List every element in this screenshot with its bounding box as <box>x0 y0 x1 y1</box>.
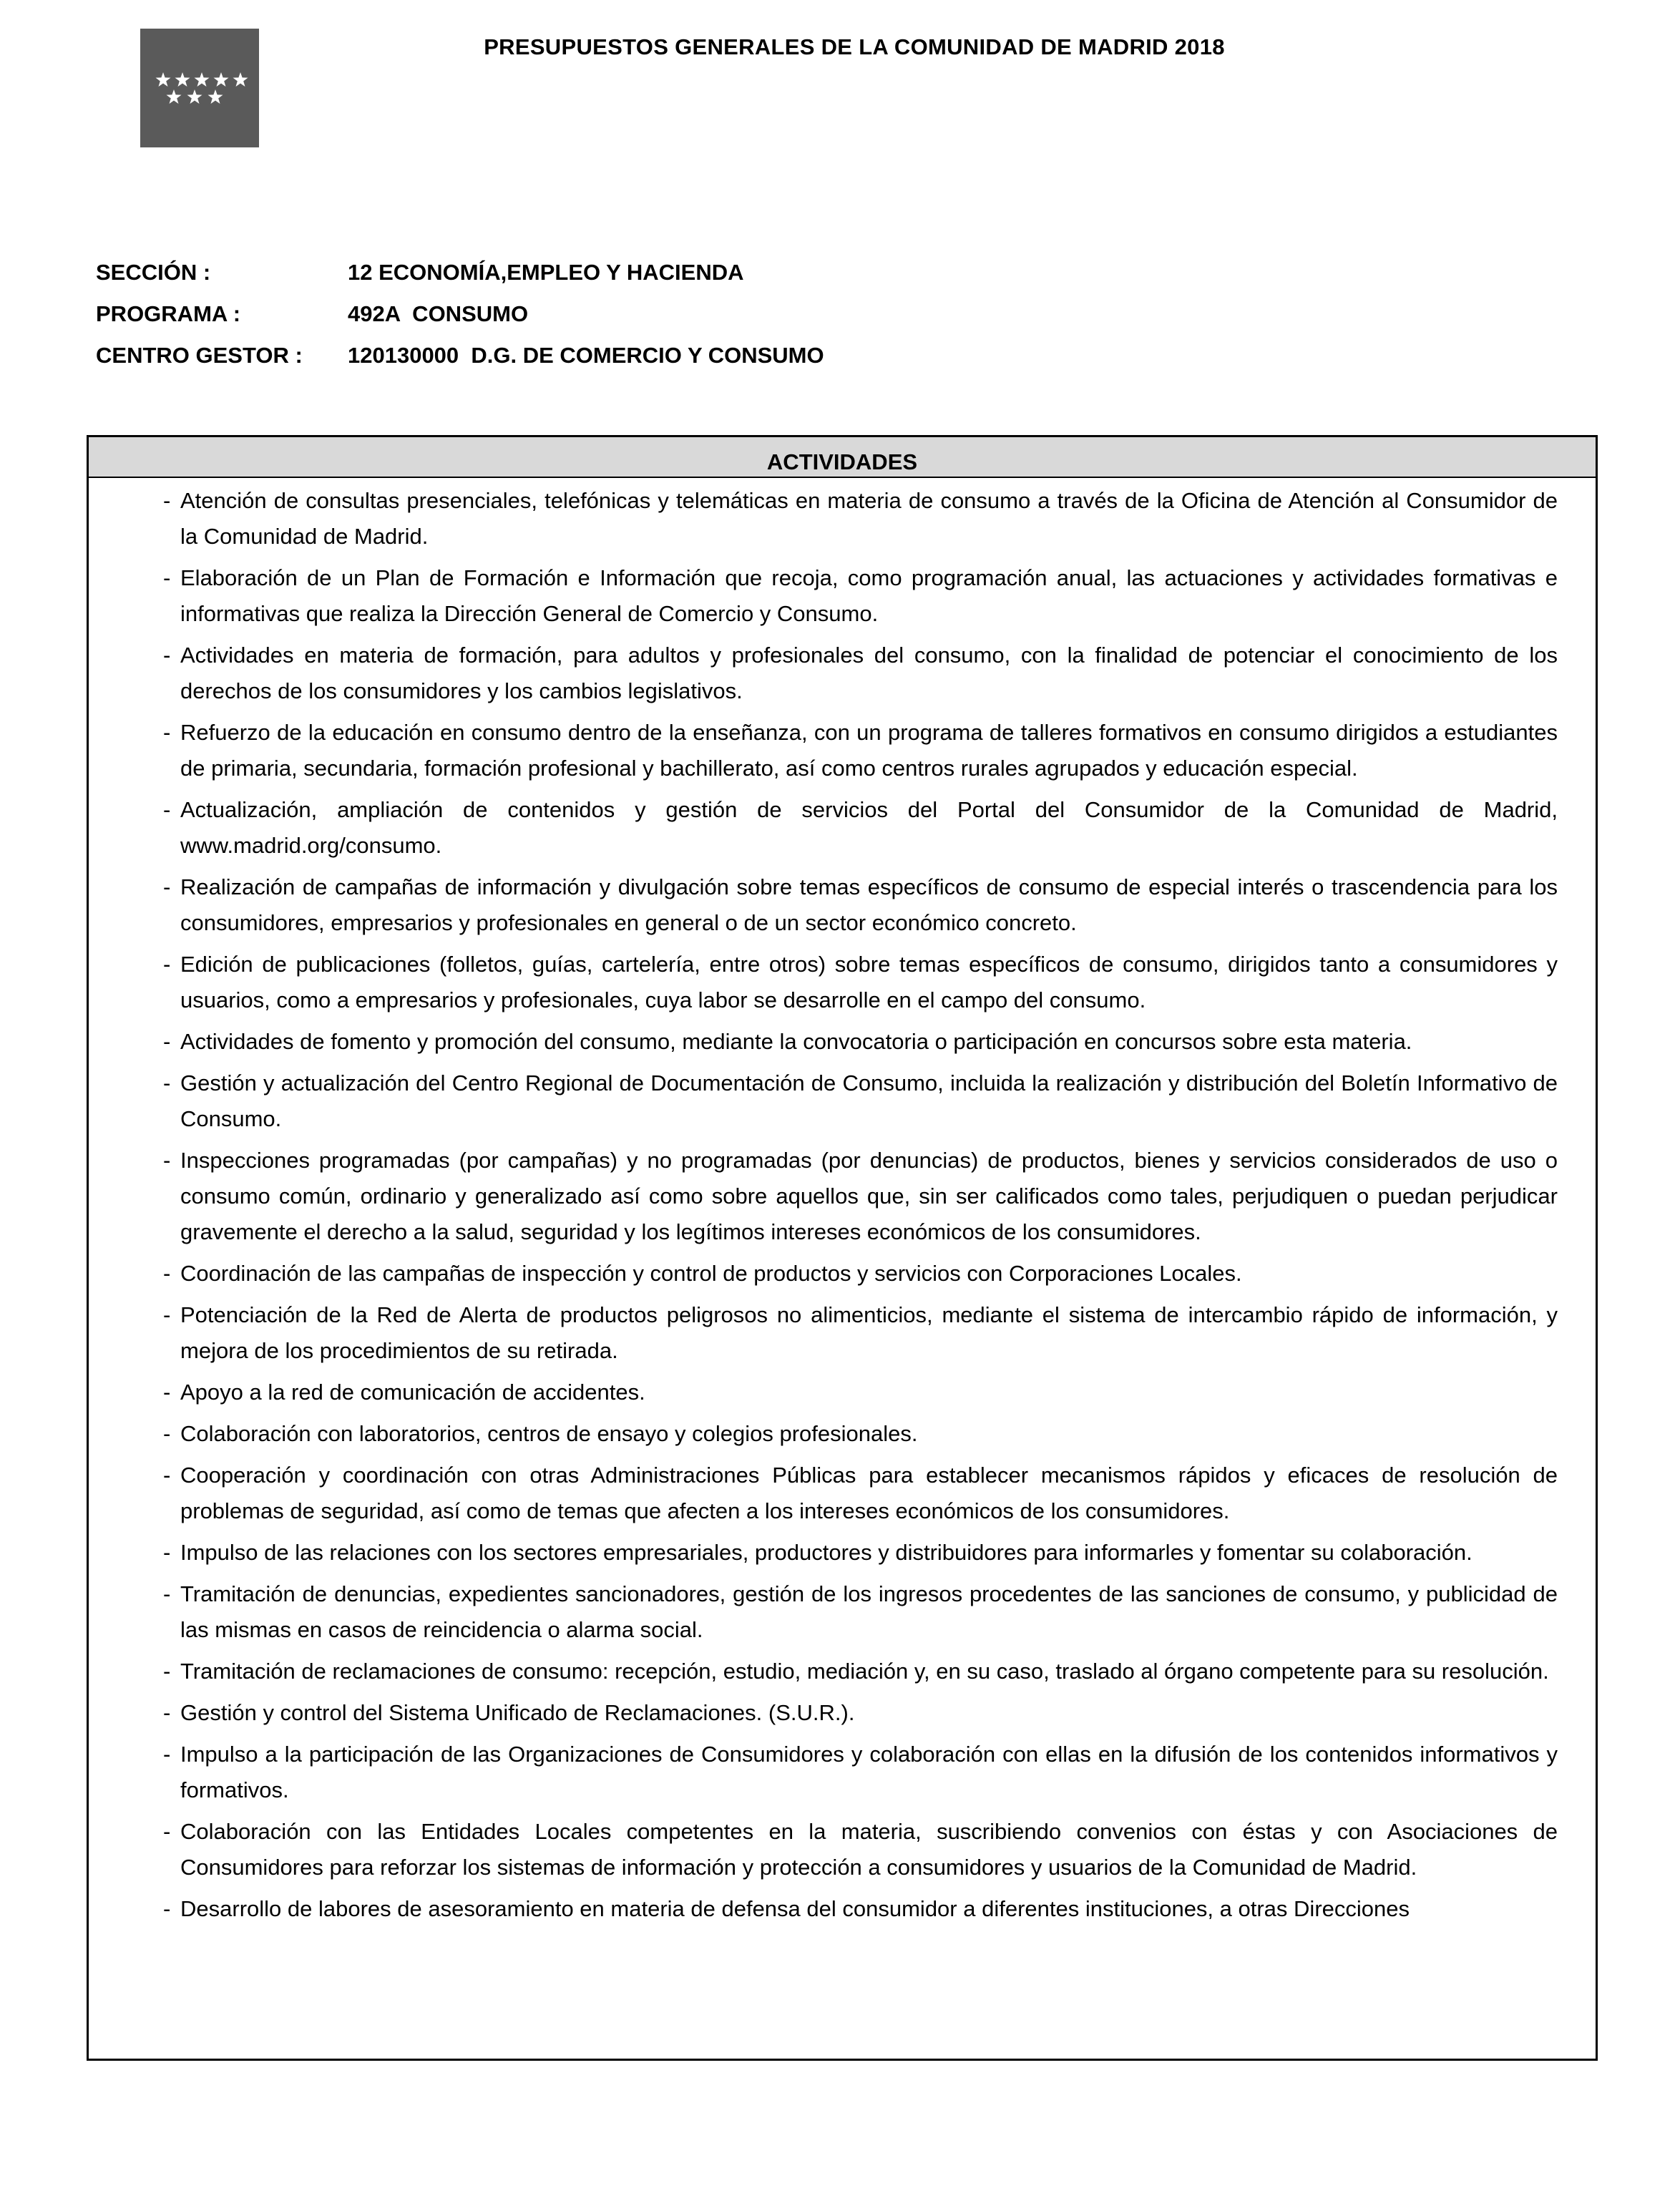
actividad-item: - Elaboración de un Plan de Formación e Información que recoja, como programación anual, las actuaciones y actividades formativas e informativas que realiza la Dirección General de Comercio y Consumo. <box>180 560 1558 632</box>
programa-value: 492A CONSUMO <box>348 301 529 326</box>
programa-row <box>96 293 824 335</box>
actividad-item: - Actividades en materia de formación, para adultos y profesionales del consumo, con la finalidad de potenciar el conocimiento de los derechos de los consumidores y los cambios legislativos. <box>180 638 1558 709</box>
actividad-item: - Realización de campañas de información y divulgación sobre temas específicos de consumo de especial interés o trascendencia para los consumidores, empresarios y profesionales en general o de un sector económico concreto. <box>180 869 1558 941</box>
actividad-item: - Apoyo a la red de comunicación de accidentes. <box>180 1375 1558 1410</box>
centro-gestor-value: 120130000 D.G. DE COMERCIO Y CONSUMO <box>348 343 824 368</box>
seccion-label: SECCIÓN : <box>96 260 211 285</box>
actividades-header: ACTIVIDADES <box>89 437 1596 478</box>
seccion-row <box>96 252 824 293</box>
actividad-item: - Impulso a la participación de las Organizaciones de Consumidores y colaboración con ellas en la difusión de los contenidos informativos y formativos. <box>180 1737 1558 1808</box>
actividades-list <box>89 483 1596 1927</box>
actividad-item: - Inspecciones programadas (por campañas) y no programadas (por denuncias) de productos, bienes y servicios considerados de uso o consumo común, ordinario y generalizado así como sobre aquellos que, sin ser calificados como tales, perjudiquen o puedan perjudicar gravemente el derecho a la salud, seguridad y los legítimos intereses económicos de los consumidores. <box>180 1143 1558 1250</box>
actividad-item: - Coordinación de las campañas de inspección y control de productos y servicios con Corporaciones Locales. <box>180 1256 1558 1292</box>
document-title-text: PRESUPUESTOS GENERALES DE LA COMUNIDAD DE MADRID 2018 <box>484 34 1225 59</box>
actividades-box <box>87 435 1598 2061</box>
budget-meta <box>96 252 824 376</box>
actividad-item: - Desarrollo de labores de asesoramiento en materia de defensa del consumidor a diferentes instituciones, a otras Direcciones <box>180 1891 1558 1927</box>
actividad-item: - Gestión y control del Sistema Unificado de Reclamaciones. (S.U.R.). <box>180 1695 1558 1731</box>
actividad-item: - Tramitación de reclamaciones de consumo: recepción, estudio, mediación y, en su caso, traslado al órgano competente para su resolución. <box>180 1654 1558 1689</box>
actividad-item: - Colaboración con las Entidades Locales competentes en la materia, suscribiendo convenios con éstas y con Asociaciones de Consumidores para reforzar los sistemas de información y protección a consumidores y usuarios de la Comunidad de Madrid. <box>180 1814 1558 1885</box>
actividad-item: - Edición de publicaciones (folletos, guías, cartelería, entre otros) sobre temas específicos de consumo, dirigidos tanto a consumidores y usuarios, como a empresarios y profesionales, cuya labor se desarrolle en el campo del consumo. <box>180 947 1558 1018</box>
actividad-item: - Tramitación de denuncias, expedientes sancionadores, gestión de los ingresos procedentes de las sanciones de consumo, y publicidad de las mismas en casos de reincidencia o alarma social. <box>180 1576 1558 1648</box>
centro-gestor-row <box>96 335 824 376</box>
document-title <box>0 34 1680 60</box>
actividad-item: - Cooperación y coordinación con otras Administraciones Públicas para establecer mecanismos rápidos y eficaces de resolución de problemas de seguridad, así como de temas que afecten a los intereses económicos de los consumidores. <box>180 1458 1558 1529</box>
actividad-item: - Gestión y actualización del Centro Regional de Documentación de Consumo, incluida la realización y distribución del Boletín Informativo de Consumo. <box>180 1065 1558 1137</box>
actividad-item: - Refuerzo de la educación en consumo dentro de la enseñanza, con un programa de talleres formativos en consumo dirigidos a estudiantes de primaria, secundaria, formación profesional y bachillerato, así como centros rurales agrupados y educación especial. <box>180 715 1558 786</box>
actividad-item: - Atención de consultas presenciales, telefónicas y telemáticas en materia de consumo a través de la Oficina de Atención al Consumidor de la Comunidad de Madrid. <box>180 483 1558 555</box>
seccion-value: 12 ECONOMÍA,EMPLEO Y HACIENDA <box>348 260 744 285</box>
actividad-item: - Impulso de las relaciones con los sectores empresariales, productores y distribuidores para informarles y fomentar su colaboración. <box>180 1535 1558 1571</box>
centro-gestor-label: CENTRO GESTOR : <box>96 343 303 368</box>
programa-label: PROGRAMA : <box>96 301 241 326</box>
actividad-item: - Actividades de fomento y promoción del consumo, mediante la convocatoria o participación en concursos sobre esta materia. <box>180 1024 1558 1060</box>
actividad-item: - Colaboración con laboratorios, centros de ensayo y colegios profesionales. <box>180 1416 1558 1452</box>
actividad-item: - Potenciación de la Red de Alerta de productos peligrosos no alimenticios, mediante el sistema de intercambio rápido de información, y mejora de los procedimientos de su retirada. <box>180 1297 1558 1369</box>
actividad-item: - Actualización, ampliación de contenidos y gestión de servicios del Portal del Consumidor de la Comunidad de Madrid, www.madrid.org/consumo. <box>180 792 1558 864</box>
